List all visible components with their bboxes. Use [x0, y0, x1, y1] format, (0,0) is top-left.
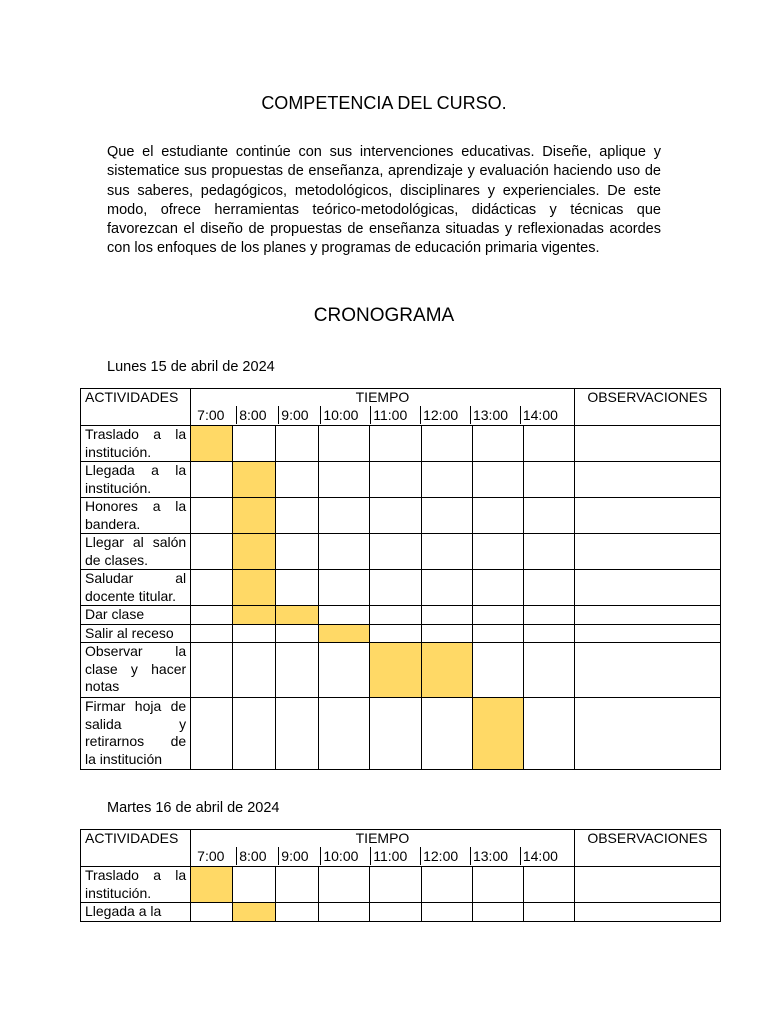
- hour-label: 10:00: [320, 847, 370, 865]
- table-header-row: [81, 389, 721, 426]
- activity-text-line: institución.: [85, 443, 152, 460]
- time-cell: [233, 643, 276, 698]
- time-cell: [191, 903, 233, 922]
- time-cell: [421, 606, 472, 625]
- time-cell: [319, 606, 370, 625]
- activity-text-line: Saludar al: [85, 570, 187, 586]
- time-cell: [523, 624, 574, 643]
- observation-cell: [574, 624, 720, 643]
- time-cell: [191, 462, 233, 498]
- observation-cell: [574, 698, 720, 770]
- activity-text-line: Llegada a la: [85, 903, 162, 919]
- hour-label: 8:00: [236, 406, 278, 424]
- activity-cell: [81, 570, 191, 606]
- activity-cell: [81, 643, 191, 698]
- time-cell: [523, 698, 574, 770]
- scheduled-time-cell: [233, 570, 276, 606]
- competency-paragraph: Que el estudiante continúe con sus intervenciones educativas. Diseñe, aplique y sistematice sus propuestas de enseñanza, aprendizaje y evaluación haciendo uso de sus saberes, pedagógicos, metodológicos, disciplinares y experienciales. De este modo, ofrece herramientas teórico-metodológicas, didácticas y técnicas que favorezcan el diseño de propuestas de enseñanza situadas y reflexionadas acordes con los enfoques de los planes y programas de educación primaria vigentes.: [107, 144, 661, 257]
- scheduled-time-cell: [370, 643, 421, 698]
- activity-row: [81, 498, 721, 534]
- activity-text-line: la institución: [85, 750, 163, 767]
- activity-cell: [81, 426, 191, 462]
- time-header: [191, 389, 575, 426]
- activities-header: ACTIVIDADES: [81, 830, 191, 867]
- scheduled-time-cell: [233, 534, 276, 570]
- time-cell: [421, 624, 472, 643]
- observation-cell: [574, 867, 720, 903]
- hour-label: 7:00: [197, 407, 225, 423]
- activity-text-line: Honores a la: [85, 498, 187, 514]
- time-cell: [319, 462, 370, 498]
- time-cell: [523, 867, 574, 903]
- time-cell: [421, 426, 472, 462]
- time-cell: [523, 570, 574, 606]
- time-cell: [370, 462, 421, 498]
- time-cell: [421, 698, 472, 770]
- activity-text-line: Llegada a la: [85, 462, 187, 478]
- time-cell: [472, 570, 523, 606]
- hour-label: 14:00: [520, 406, 570, 424]
- activity-row: [81, 867, 721, 903]
- scheduled-time-cell: [472, 698, 523, 770]
- time-cell: [472, 903, 523, 922]
- time-cell: [191, 643, 233, 698]
- schedule-title: CRONOGRAMA: [313, 305, 455, 326]
- hour-label: 14:00: [520, 847, 570, 865]
- time-cell: [319, 903, 370, 922]
- observation-cell: [574, 498, 720, 534]
- time-cell: [370, 624, 421, 643]
- time-cell: [319, 498, 370, 534]
- time-cell: [319, 570, 370, 606]
- activity-cell: [81, 903, 191, 922]
- schedule-table-monday: [80, 388, 721, 770]
- hour-label: 7:00: [197, 848, 225, 864]
- time-cell: [276, 534, 319, 570]
- scheduled-time-cell: [319, 624, 370, 643]
- time-cell: [191, 534, 233, 570]
- observation-cell: [574, 462, 720, 498]
- time-cell: [191, 624, 233, 643]
- activity-text-line: clase y hacer: [85, 660, 187, 677]
- time-cell: [276, 903, 319, 922]
- time-cell: [191, 570, 233, 606]
- time-cell: [233, 867, 276, 903]
- time-cell: [472, 867, 523, 903]
- scheduled-time-cell: [276, 606, 319, 625]
- observations-header: OBSERVACIONES: [574, 830, 720, 867]
- day-date-tuesday: Martes 16 de abril de 2024: [107, 800, 280, 816]
- time-header-label: TIEMPO: [355, 830, 410, 846]
- time-cell: [276, 498, 319, 534]
- hour-label: 10:00: [320, 406, 370, 424]
- activity-text-line: Firmar hoja de: [85, 698, 187, 714]
- time-cell: [191, 606, 233, 625]
- observation-cell: [574, 606, 720, 625]
- time-cell: [370, 698, 421, 770]
- activity-text-line: Observar la: [85, 643, 187, 659]
- time-header: [191, 830, 575, 867]
- time-header-label: TIEMPO: [355, 389, 410, 405]
- activity-row: [81, 624, 721, 643]
- activity-text-line: docente titular.: [85, 587, 177, 604]
- course-competency-title: COMPETENCIA DEL CURSO.: [261, 93, 507, 113]
- activity-text-line: Traslado a la: [85, 426, 187, 442]
- scheduled-time-cell: [233, 606, 276, 625]
- time-cell: [276, 698, 319, 770]
- time-cell: [276, 570, 319, 606]
- activity-row: [81, 426, 721, 462]
- time-cell: [319, 426, 370, 462]
- time-cell: [523, 606, 574, 625]
- observation-cell: [574, 643, 720, 698]
- activity-text-line: institución.: [85, 479, 152, 496]
- activity-cell: [81, 462, 191, 498]
- scheduled-time-cell: [233, 462, 276, 498]
- time-cell: [233, 624, 276, 643]
- activity-text-line: Traslado a la: [85, 867, 187, 883]
- time-cell: [233, 698, 276, 770]
- activity-row: [81, 462, 721, 498]
- activity-text-line: notas: [85, 678, 120, 694]
- time-cell: [421, 462, 472, 498]
- hour-label: 13:00: [470, 847, 520, 865]
- time-cell: [472, 624, 523, 643]
- time-cell: [472, 462, 523, 498]
- observation-cell: [574, 534, 720, 570]
- time-cell: [276, 867, 319, 903]
- activity-cell: [81, 498, 191, 534]
- time-cell: [421, 903, 472, 922]
- scheduled-time-cell: [233, 498, 276, 534]
- time-cell: [421, 534, 472, 570]
- observations-header: OBSERVACIONES: [574, 389, 720, 426]
- time-cell: [276, 643, 319, 698]
- time-cell: [523, 462, 574, 498]
- time-cell: [276, 426, 319, 462]
- observation-cell: [574, 903, 720, 922]
- hour-label: 9:00: [278, 847, 320, 865]
- time-cell: [276, 462, 319, 498]
- activity-text-line: Dar clase: [85, 606, 145, 622]
- time-cell: [370, 903, 421, 922]
- time-cell: [319, 867, 370, 903]
- time-cell: [191, 698, 233, 770]
- time-cell: [523, 643, 574, 698]
- activity-row: [81, 903, 721, 922]
- time-cell: [370, 426, 421, 462]
- schedule-table-tuesday: [80, 829, 721, 922]
- time-cell: [276, 624, 319, 643]
- time-cell: [319, 698, 370, 770]
- time-cell: [472, 643, 523, 698]
- hour-label: 12:00: [420, 406, 470, 424]
- time-cell: [523, 498, 574, 534]
- activity-text-line: Llegar al salón: [85, 534, 187, 550]
- activities-header: ACTIVIDADES: [81, 389, 191, 426]
- scheduled-time-cell: [233, 903, 276, 922]
- time-cell: [319, 534, 370, 570]
- time-cell: [370, 534, 421, 570]
- table-header-row: [81, 830, 721, 867]
- time-cell: [370, 606, 421, 625]
- scheduled-time-cell: [421, 643, 472, 698]
- hour-label: 13:00: [470, 406, 520, 424]
- time-cell: [319, 643, 370, 698]
- activity-cell: [81, 606, 191, 625]
- time-cell: [523, 426, 574, 462]
- activity-row: [81, 643, 721, 698]
- time-cell: [523, 903, 574, 922]
- time-cell: [421, 867, 472, 903]
- time-cell: [472, 534, 523, 570]
- activity-text-line: Salir al receso: [85, 624, 174, 641]
- time-cell: [370, 867, 421, 903]
- activity-row: [81, 534, 721, 570]
- activity-row: [81, 698, 721, 770]
- activity-text-line: salida y: [85, 715, 187, 732]
- observation-cell: [574, 426, 720, 462]
- activity-cell: [81, 534, 191, 570]
- hour-label: 12:00: [420, 847, 470, 865]
- activity-cell: [81, 698, 191, 770]
- hour-label: 8:00: [236, 847, 278, 865]
- time-cell: [523, 534, 574, 570]
- scheduled-time-cell: [191, 867, 233, 903]
- time-cell: [421, 570, 472, 606]
- time-cell: [472, 498, 523, 534]
- hour-labels: [195, 847, 570, 865]
- hour-label: 11:00: [370, 847, 420, 865]
- activity-cell: [81, 624, 191, 643]
- time-cell: [472, 606, 523, 625]
- observation-cell: [574, 570, 720, 606]
- time-cell: [370, 498, 421, 534]
- time-cell: [191, 498, 233, 534]
- activity-text-line: bandera.: [85, 515, 141, 532]
- time-cell: [472, 426, 523, 462]
- hour-label: 11:00: [370, 406, 420, 424]
- activity-row: [81, 570, 721, 606]
- activity-text-line: retirarnos de: [85, 733, 187, 749]
- hour-label: 9:00: [278, 406, 320, 424]
- hour-labels: [195, 406, 570, 424]
- scheduled-time-cell: [191, 426, 233, 462]
- time-cell: [421, 498, 472, 534]
- activity-cell: [81, 867, 191, 903]
- day-date-monday: Lunes 15 de abril de 2024: [107, 359, 275, 375]
- activity-text-line: de clases.: [85, 551, 149, 568]
- time-cell: [233, 426, 276, 462]
- activity-text-line: institución.: [85, 884, 152, 901]
- time-cell: [370, 570, 421, 606]
- activity-row: [81, 606, 721, 625]
